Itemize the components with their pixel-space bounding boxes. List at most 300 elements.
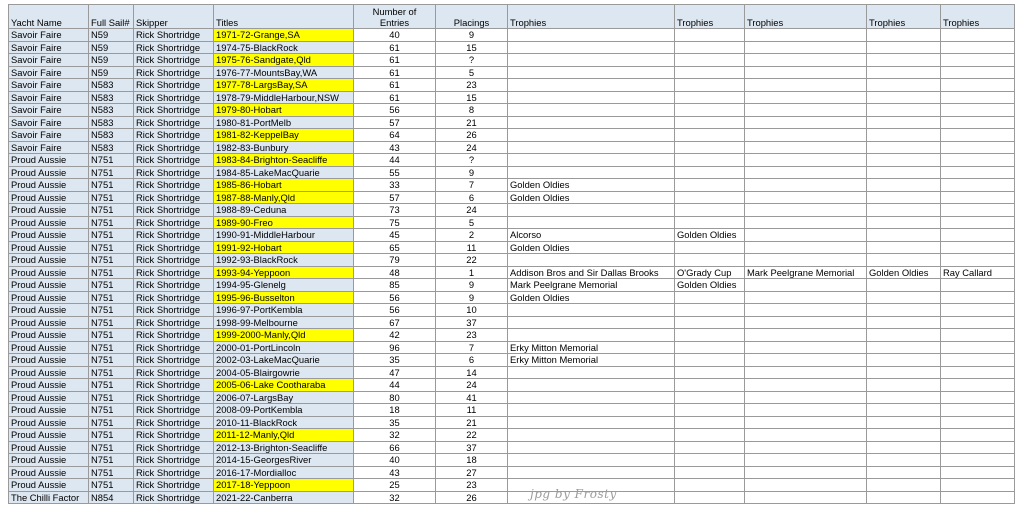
cell-trophy-2 <box>675 491 745 504</box>
cell-trophy-4 <box>867 491 941 504</box>
cell-trophy-2: Golden Oldies <box>675 229 745 242</box>
cell-trophy-4 <box>867 366 941 379</box>
cell-trophy-2 <box>675 129 745 142</box>
cell-skipper: Rick Shortridge <box>134 241 214 254</box>
cell-trophy-4 <box>867 404 941 417</box>
cell-title: 1995-96-Busselton <box>214 291 354 304</box>
cell-trophy-5 <box>941 354 1015 367</box>
cell-trophy-3 <box>745 366 867 379</box>
cell-entries: 35 <box>354 416 436 429</box>
cell-skipper: Rick Shortridge <box>134 166 214 179</box>
cell-placing: 11 <box>436 241 508 254</box>
cell-trophy-2 <box>675 54 745 67</box>
cell-title: 1985-86-Hobart <box>214 179 354 192</box>
cell-trophy-5 <box>941 441 1015 454</box>
cell-entries: 61 <box>354 54 436 67</box>
cell-full-sail: N751 <box>89 454 134 467</box>
cell-trophy-5 <box>941 404 1015 417</box>
cell-trophy-3 <box>745 29 867 42</box>
cell-trophy-4 <box>867 316 941 329</box>
cell-full-sail: N751 <box>89 179 134 192</box>
cell-title: 1987-88-Manly,Qld <box>214 191 354 204</box>
cell-skipper: Rick Shortridge <box>134 366 214 379</box>
cell-title: 2008-09-PortKembla <box>214 404 354 417</box>
cell-trophy-3 <box>745 154 867 167</box>
cell-trophy-3 <box>745 429 867 442</box>
cell-trophy-3 <box>745 179 867 192</box>
cell-full-sail: N59 <box>89 66 134 79</box>
cell-trophy-2 <box>675 241 745 254</box>
cell-title: 2000-01-PortLincoln <box>214 341 354 354</box>
cell-title: 2005-06-Lake Cootharaba <box>214 379 354 392</box>
cell-full-sail: N751 <box>89 429 134 442</box>
cell-placing: 7 <box>436 179 508 192</box>
cell-trophy-3 <box>745 166 867 179</box>
cell-trophy-3 <box>745 479 867 492</box>
cell-yacht-name: Savoir Faire <box>9 41 89 54</box>
cell-placing: 37 <box>436 316 508 329</box>
cell-yacht-name: Savoir Faire <box>9 54 89 67</box>
cell-full-sail: N751 <box>89 241 134 254</box>
cell-trophy-5 <box>941 291 1015 304</box>
cell-trophy-1 <box>508 54 675 67</box>
cell-entries: 85 <box>354 279 436 292</box>
cell-entries: 56 <box>354 304 436 317</box>
cell-trophy-1 <box>508 254 675 267</box>
cell-skipper: Rick Shortridge <box>134 179 214 192</box>
col-header-trophies-1: Trophies <box>508 5 675 29</box>
cell-full-sail: N751 <box>89 229 134 242</box>
cell-yacht-name: Proud Aussie <box>9 179 89 192</box>
cell-trophy-1 <box>508 79 675 92</box>
cell-trophy-5 <box>941 91 1015 104</box>
cell-trophy-4 <box>867 41 941 54</box>
cell-title: 2010-11-BlackRock <box>214 416 354 429</box>
cell-trophy-4 <box>867 216 941 229</box>
table-row <box>9 304 1015 317</box>
table-row <box>9 191 1015 204</box>
cell-trophy-1 <box>508 416 675 429</box>
cell-trophy-3 <box>745 66 867 79</box>
cell-trophy-2 <box>675 329 745 342</box>
cell-title: 2014-15-GeorgesRiver <box>214 454 354 467</box>
cell-skipper: Rick Shortridge <box>134 116 214 129</box>
table-row <box>9 491 1015 504</box>
cell-trophy-3: Mark Peelgrane Memorial <box>745 266 867 279</box>
cell-placing: ? <box>436 154 508 167</box>
cell-trophy-3 <box>745 466 867 479</box>
cell-trophy-1 <box>508 154 675 167</box>
cell-placing: 37 <box>436 441 508 454</box>
table-row <box>9 66 1015 79</box>
cell-title: 1999-2000-Manly,Qld <box>214 329 354 342</box>
cell-trophy-2 <box>675 29 745 42</box>
cell-title: 2006-07-LargsBay <box>214 391 354 404</box>
table-row <box>9 179 1015 192</box>
cell-full-sail: N751 <box>89 216 134 229</box>
cell-trophy-1 <box>508 379 675 392</box>
cell-trophy-2 <box>675 41 745 54</box>
cell-skipper: Rick Shortridge <box>134 191 214 204</box>
cell-trophy-3 <box>745 129 867 142</box>
table-row <box>9 404 1015 417</box>
cell-trophy-3 <box>745 204 867 217</box>
cell-trophy-5 <box>941 366 1015 379</box>
cell-trophy-1: Mark Peelgrane Memorial <box>508 279 675 292</box>
table-row <box>9 166 1015 179</box>
cell-trophy-4 <box>867 154 941 167</box>
cell-trophy-5: Ray Callard <box>941 266 1015 279</box>
cell-trophy-3 <box>745 54 867 67</box>
cell-placing: 9 <box>436 166 508 179</box>
cell-trophy-5 <box>941 129 1015 142</box>
table-row <box>9 441 1015 454</box>
cell-trophy-2 <box>675 191 745 204</box>
cell-trophy-4 <box>867 391 941 404</box>
cell-title: 1992-93-BlackRock <box>214 254 354 267</box>
cell-trophy-1 <box>508 316 675 329</box>
cell-full-sail: N751 <box>89 354 134 367</box>
cell-entries: 61 <box>354 79 436 92</box>
cell-trophy-2: O'Grady Cup <box>675 266 745 279</box>
cell-trophy-2 <box>675 166 745 179</box>
table-row <box>9 366 1015 379</box>
cell-placing: 5 <box>436 66 508 79</box>
cell-trophy-2 <box>675 79 745 92</box>
cell-trophy-4 <box>867 79 941 92</box>
cell-trophy-1 <box>508 366 675 379</box>
cell-trophy-3 <box>745 491 867 504</box>
cell-placing: 27 <box>436 466 508 479</box>
cell-yacht-name: Proud Aussie <box>9 404 89 417</box>
cell-entries: 40 <box>354 29 436 42</box>
cell-full-sail: N854 <box>89 491 134 504</box>
cell-trophy-1 <box>508 66 675 79</box>
table-row <box>9 329 1015 342</box>
cell-placing: 41 <box>436 391 508 404</box>
cell-trophy-5 <box>941 254 1015 267</box>
cell-full-sail: N751 <box>89 329 134 342</box>
cell-yacht-name: Proud Aussie <box>9 416 89 429</box>
cell-entries: 55 <box>354 166 436 179</box>
cell-trophy-1 <box>508 329 675 342</box>
cell-skipper: Rick Shortridge <box>134 29 214 42</box>
cell-full-sail: N751 <box>89 279 134 292</box>
cell-entries: 79 <box>354 254 436 267</box>
cell-placing: 26 <box>436 491 508 504</box>
cell-yacht-name: Proud Aussie <box>9 454 89 467</box>
cell-placing: 9 <box>436 279 508 292</box>
cell-title: 2011-12-Manly,Qld <box>214 429 354 442</box>
col-header-entries <box>354 5 436 29</box>
cell-trophy-5 <box>941 241 1015 254</box>
col-header-entries-line1: Number of <box>372 6 417 17</box>
cell-title: 1991-92-Hobart <box>214 241 354 254</box>
cell-trophy-3 <box>745 454 867 467</box>
cell-title: 1989-90-Freo <box>214 216 354 229</box>
cell-trophy-2 <box>675 154 745 167</box>
cell-trophy-5 <box>941 466 1015 479</box>
cell-trophy-4 <box>867 179 941 192</box>
cell-entries: 57 <box>354 116 436 129</box>
table-row <box>9 141 1015 154</box>
cell-full-sail: N59 <box>89 29 134 42</box>
col-header-yacht-name: Yacht Name <box>9 5 89 29</box>
cell-full-sail: N751 <box>89 404 134 417</box>
cell-trophy-4 <box>867 441 941 454</box>
cell-trophy-1: Golden Oldies <box>508 191 675 204</box>
cell-title: 1996-97-PortKembla <box>214 304 354 317</box>
cell-skipper: Rick Shortridge <box>134 254 214 267</box>
cell-entries: 25 <box>354 479 436 492</box>
cell-trophy-1: Addison Bros and Sir Dallas Brooks <box>508 266 675 279</box>
cell-yacht-name: Proud Aussie <box>9 466 89 479</box>
cell-trophy-5 <box>941 229 1015 242</box>
cell-yacht-name: Savoir Faire <box>9 79 89 92</box>
cell-title: 1988-89-Ceduna <box>214 204 354 217</box>
table-body <box>9 29 1015 504</box>
cell-trophy-4 <box>867 116 941 129</box>
cell-trophy-3 <box>745 254 867 267</box>
cell-trophy-4 <box>867 54 941 67</box>
table-row <box>9 41 1015 54</box>
cell-trophy-2 <box>675 354 745 367</box>
cell-full-sail: N751 <box>89 304 134 317</box>
cell-yacht-name: Proud Aussie <box>9 379 89 392</box>
cell-trophy-4 <box>867 191 941 204</box>
cell-full-sail: N751 <box>89 379 134 392</box>
cell-trophy-4 <box>867 279 941 292</box>
cell-placing: 10 <box>436 304 508 317</box>
cell-placing: 22 <box>436 429 508 442</box>
cell-trophy-2 <box>675 429 745 442</box>
cell-placing: 1 <box>436 266 508 279</box>
cell-placing: 15 <box>436 91 508 104</box>
cell-full-sail: N751 <box>89 441 134 454</box>
col-header-titles: Titles <box>214 5 354 29</box>
cell-full-sail: N751 <box>89 154 134 167</box>
cell-trophy-3 <box>745 341 867 354</box>
cell-trophy-4 <box>867 354 941 367</box>
cell-placing: 26 <box>436 129 508 142</box>
cell-trophy-2 <box>675 291 745 304</box>
cell-trophy-5 <box>941 54 1015 67</box>
cell-title: 1994-95-Glenelg <box>214 279 354 292</box>
cell-title: 1998-99-Melbourne <box>214 316 354 329</box>
cell-trophy-3 <box>745 379 867 392</box>
cell-trophy-1 <box>508 141 675 154</box>
table-row <box>9 29 1015 42</box>
cell-yacht-name: Savoir Faire <box>9 91 89 104</box>
table-row <box>9 354 1015 367</box>
cell-trophy-5 <box>941 491 1015 504</box>
cell-trophy-1: Alcorso <box>508 229 675 242</box>
table-row <box>9 416 1015 429</box>
table-row <box>9 154 1015 167</box>
col-header-full-sail: Full Sail# <box>89 5 134 29</box>
cell-full-sail: N751 <box>89 366 134 379</box>
cell-yacht-name: Proud Aussie <box>9 316 89 329</box>
cell-title: 1982-83-Bunbury <box>214 141 354 154</box>
cell-title: 1974-75-BlackRock <box>214 41 354 54</box>
cell-full-sail: N583 <box>89 91 134 104</box>
cell-yacht-name: Proud Aussie <box>9 166 89 179</box>
table-row <box>9 466 1015 479</box>
col-header-trophies-2: Trophies <box>675 5 745 29</box>
watermark: jpg by Frosty <box>530 487 617 501</box>
cell-placing: 22 <box>436 254 508 267</box>
cell-entries: 44 <box>354 379 436 392</box>
cell-yacht-name: Savoir Faire <box>9 66 89 79</box>
cell-title: 2021-22-Canberra <box>214 491 354 504</box>
cell-title: 1984-85-LakeMacQuarie <box>214 166 354 179</box>
cell-skipper: Rick Shortridge <box>134 104 214 117</box>
cell-placing: 14 <box>436 366 508 379</box>
cell-entries: 43 <box>354 141 436 154</box>
cell-trophy-1 <box>508 466 675 479</box>
cell-full-sail: N751 <box>89 166 134 179</box>
cell-trophy-4 <box>867 254 941 267</box>
table-row <box>9 241 1015 254</box>
table-row <box>9 266 1015 279</box>
cell-skipper: Rick Shortridge <box>134 491 214 504</box>
cell-full-sail: N751 <box>89 204 134 217</box>
cell-full-sail: N751 <box>89 316 134 329</box>
cell-trophy-4 <box>867 304 941 317</box>
table-row <box>9 229 1015 242</box>
cell-yacht-name: Proud Aussie <box>9 229 89 242</box>
cell-trophy-1 <box>508 216 675 229</box>
cell-entries: 75 <box>354 216 436 229</box>
cell-yacht-name: Savoir Faire <box>9 29 89 42</box>
cell-yacht-name: Proud Aussie <box>9 154 89 167</box>
cell-trophy-2 <box>675 204 745 217</box>
cell-trophy-5 <box>941 166 1015 179</box>
cell-trophy-2 <box>675 304 745 317</box>
cell-trophy-2 <box>675 366 745 379</box>
cell-skipper: Rick Shortridge <box>134 429 214 442</box>
cell-title: 2016-17-Mordialloc <box>214 466 354 479</box>
cell-placing: 23 <box>436 79 508 92</box>
cell-trophy-1: Golden Oldies <box>508 179 675 192</box>
cell-skipper: Rick Shortridge <box>134 304 214 317</box>
cell-placing: 24 <box>436 379 508 392</box>
cell-placing: 6 <box>436 191 508 204</box>
cell-trophy-5 <box>941 141 1015 154</box>
cell-full-sail: N583 <box>89 79 134 92</box>
cell-trophy-4 <box>867 141 941 154</box>
cell-trophy-3 <box>745 416 867 429</box>
cell-placing: 2 <box>436 229 508 242</box>
cell-title: 2012-13-Brighton-Seacliffe <box>214 441 354 454</box>
cell-yacht-name: The Chilli Factor <box>9 491 89 504</box>
cell-full-sail: N751 <box>89 391 134 404</box>
cell-trophy-3 <box>745 141 867 154</box>
cell-title: 1976-77-MountsBay,WA <box>214 66 354 79</box>
cell-placing: 9 <box>436 291 508 304</box>
table-row <box>9 291 1015 304</box>
cell-trophy-3 <box>745 391 867 404</box>
cell-trophy-5 <box>941 304 1015 317</box>
col-header-placings: Placings <box>436 5 508 29</box>
table-row <box>9 454 1015 467</box>
cell-full-sail: N751 <box>89 341 134 354</box>
cell-trophy-1 <box>508 391 675 404</box>
cell-trophy-4 <box>867 204 941 217</box>
cell-entries: 32 <box>354 491 436 504</box>
cell-trophy-1 <box>508 91 675 104</box>
cell-yacht-name: Proud Aussie <box>9 291 89 304</box>
cell-placing: 5 <box>436 216 508 229</box>
cell-yacht-name: Proud Aussie <box>9 204 89 217</box>
cell-trophy-2 <box>675 466 745 479</box>
cell-skipper: Rick Shortridge <box>134 391 214 404</box>
cell-full-sail: N751 <box>89 191 134 204</box>
cell-skipper: Rick Shortridge <box>134 79 214 92</box>
cell-yacht-name: Proud Aussie <box>9 279 89 292</box>
cell-skipper: Rick Shortridge <box>134 54 214 67</box>
cell-placing: 24 <box>436 204 508 217</box>
cell-trophy-3 <box>745 91 867 104</box>
cell-trophy-1 <box>508 204 675 217</box>
cell-skipper: Rick Shortridge <box>134 129 214 142</box>
cell-trophy-2 <box>675 179 745 192</box>
table-row <box>9 479 1015 492</box>
cell-trophy-4 <box>867 104 941 117</box>
cell-entries: 35 <box>354 354 436 367</box>
col-header-skipper: Skipper <box>134 5 214 29</box>
cell-trophy-5 <box>941 191 1015 204</box>
cell-yacht-name: Proud Aussie <box>9 216 89 229</box>
cell-skipper: Rick Shortridge <box>134 91 214 104</box>
cell-trophy-1 <box>508 104 675 117</box>
cell-full-sail: N751 <box>89 291 134 304</box>
cell-trophy-2 <box>675 216 745 229</box>
cell-trophy-2 <box>675 441 745 454</box>
cell-entries: 61 <box>354 41 436 54</box>
col-header-entries-line2: Entries <box>379 16 410 28</box>
cell-trophy-2 <box>675 91 745 104</box>
cell-yacht-name: Proud Aussie <box>9 329 89 342</box>
cell-skipper: Rick Shortridge <box>134 141 214 154</box>
cell-trophy-2 <box>675 479 745 492</box>
cell-skipper: Rick Shortridge <box>134 216 214 229</box>
cell-entries: 56 <box>354 104 436 117</box>
cell-skipper: Rick Shortridge <box>134 379 214 392</box>
table-row <box>9 341 1015 354</box>
cell-entries: 40 <box>354 454 436 467</box>
cell-yacht-name: Proud Aussie <box>9 341 89 354</box>
cell-yacht-name: Proud Aussie <box>9 266 89 279</box>
cell-trophy-3 <box>745 216 867 229</box>
table-row <box>9 54 1015 67</box>
cell-placing: 15 <box>436 41 508 54</box>
cell-yacht-name: Proud Aussie <box>9 241 89 254</box>
cell-yacht-name: Proud Aussie <box>9 429 89 442</box>
cell-entries: 65 <box>354 241 436 254</box>
cell-yacht-name: Proud Aussie <box>9 354 89 367</box>
cell-trophy-3 <box>745 291 867 304</box>
cell-trophy-3 <box>745 404 867 417</box>
cell-skipper: Rick Shortridge <box>134 329 214 342</box>
cell-entries: 61 <box>354 66 436 79</box>
cell-trophy-4 <box>867 466 941 479</box>
table-row <box>9 79 1015 92</box>
cell-trophy-5 <box>941 316 1015 329</box>
cell-trophy-2 <box>675 416 745 429</box>
cell-trophy-2 <box>675 141 745 154</box>
cell-placing: 7 <box>436 341 508 354</box>
